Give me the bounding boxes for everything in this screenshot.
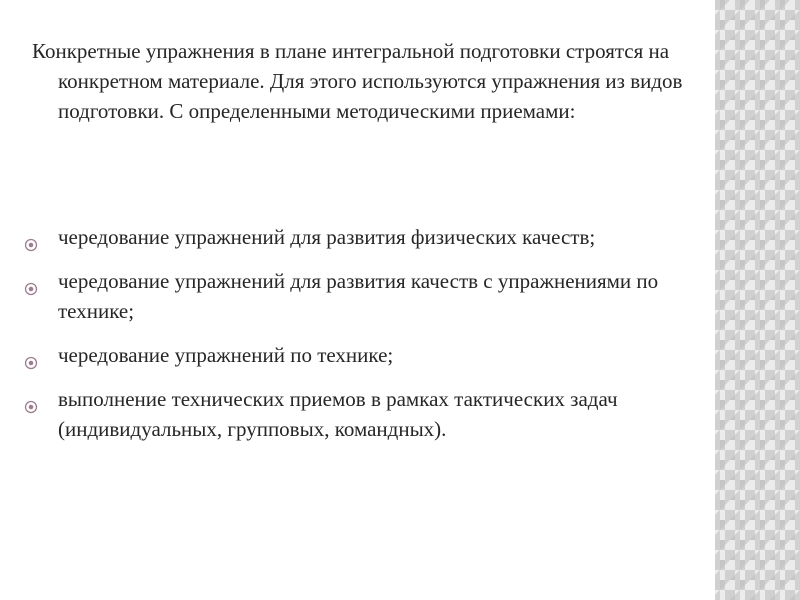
- bullet-text: выполнение технических приемов в рамках тактических задач (индивидуальных, групповых, командных).: [58, 387, 618, 441]
- bullet-text: чередование упражнений для развития качеств с упражнениями по технике;: [58, 269, 659, 323]
- list-item: [24, 340, 684, 370]
- bullet-list: [24, 222, 684, 458]
- intro-paragraph: Конкретные упражнения в плане интегральной подготовки строятся на конкретном материале. Для этого используются упражнения из видов подготовки. С определенными методическими приемами:: [32, 39, 683, 123]
- target-circle-icon: [24, 230, 38, 244]
- list-item: [24, 384, 684, 444]
- diamond-pattern: [715, 0, 800, 600]
- decorative-side-panel: [715, 0, 800, 600]
- bullet-text: чередование упражнений по технике;: [58, 343, 394, 367]
- target-circle-icon: [24, 392, 38, 406]
- target-circle-icon: [24, 274, 38, 288]
- target-circle-icon: [24, 348, 38, 362]
- list-item: [24, 222, 684, 252]
- bullet-text: чередование упражнений для развития физических качеств;: [58, 225, 596, 249]
- list-item: [24, 266, 684, 326]
